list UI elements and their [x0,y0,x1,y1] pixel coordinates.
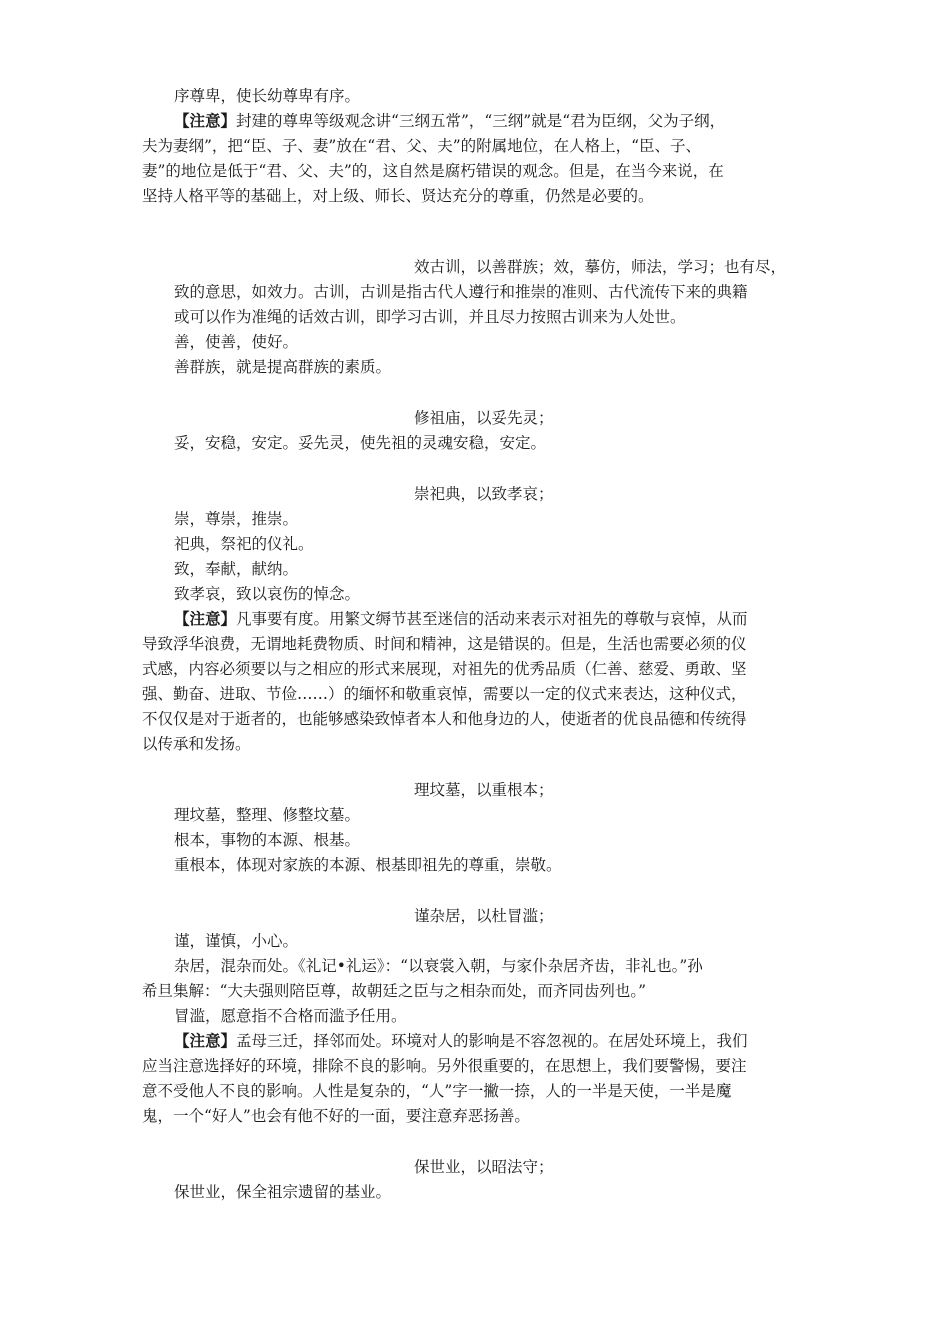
note-label: 【注意】 [174,1031,237,1050]
verse-heading: 修祖庙，以妥先灵； [414,409,554,427]
text-line: 致孝哀，致以哀伤的悼念。 [174,585,361,603]
verse-heading: 谨杂居，以杜冒滥； [414,907,554,925]
text-line: 重根本，体现对家族的本源、根基即祖先的尊重，崇敬。 [174,856,562,874]
text-line: 或可以作为准绳的话效古训，即学习古训，并且尽力按照古训来为人处世。 [174,308,686,326]
text-line: 谨，谨慎，小心。 [174,932,299,950]
text-line: 理坟墓，整理、修整坟墓。 [174,806,361,824]
note-label: 【注意】 [174,609,237,628]
text-line: 封建的尊卑等级观念讲“三纲五常”，“三纲”就是“君为臣纲，父为子纲， [236,112,726,130]
text-line: 意不受他人不良的影响。人性是复杂的，“人”字一撇一捺，人的一半是天使，一半是魔 [142,1082,732,1100]
verse-heading: 崇祀典，以致孝哀； [414,485,554,503]
text-line: 孟母三迁，择邻而处。环境对人的影响是不容忽视的。在居处环境上，我们 [236,1032,748,1050]
text-line: 以传承和发扬。 [142,735,251,753]
text-line: 应当注意选择好的环境，排除不良的影响。另外很重要的，在思想上，我们要警惕，要注 [142,1057,747,1075]
text-line: 序尊卑，使长幼尊卑有序。 [174,87,361,105]
text-line: 善，使善，使好。 [174,333,299,351]
text-line: 鬼，一个“好人”也会有他不好的一面，要注意弃恶扬善。 [142,1107,530,1125]
text-line: 凡事要有度。用繁文缛节甚至迷信的活动来表示对祖先的尊敬与哀悼，从而 [236,610,748,628]
note-paragraph-line [174,1030,748,1052]
verse-heading: 效古训，以善群族；效，摹仿，师法，学习；也有尽， [414,258,787,276]
text-line: 导致浮华浪费，无谓地耗费物质、时间和精神，这是错误的。但是，生活也需要必须的仪 [142,635,747,653]
text-line: 根本，事物的本源、根基。 [174,831,361,849]
text-line: 冒滥，愿意指不合格而滥予任用。 [174,1007,407,1025]
text-line: 式感，内容必须要以与之相应的形式来展现，对祖先的优秀品质（仁善、慈爱、勇敢、坚 [142,660,747,678]
verse-heading: 理坟墓，以重根本； [414,781,554,799]
text-line: 善群族，就是提高群族的素质。 [174,358,392,376]
text-line: 致，奉献，献纳。 [174,560,299,578]
text-line: 祀典，祭祀的仪礼。 [174,535,314,553]
text-line: 妥，安稳，安定。妥先灵，使先祖的灵魂安稳，安定。 [174,434,547,452]
text-line: 希旦集解：“大夫强则陪臣尊，故朝廷之臣与之相杂而处，而齐同齿列也。” [142,982,647,1000]
text-line: 致的意思，如效力。古训，古训是指古代人遵行和推崇的准则、古代流传下来的典籍 [174,283,748,301]
text-line: 坚持人格平等的基础上，对上级、师长、贤达充分的尊重，仍然是必要的。 [142,187,654,205]
note-paragraph-line [174,110,725,132]
text-line: 保世业，保全祖宗遗留的基业。 [174,1183,392,1201]
text-line: 杂居，混杂而处。《礼记•礼运》：“以衰裳入朝，与家仆杂居齐齿，非礼也。”孙 [174,957,703,975]
text-line: 强、勤奋、进取、节俭……）的缅怀和敬重哀悼，需要以一定的仪式来表达，这种仪式， [142,685,747,703]
text-line: 妻”的地位是低于“君、父、夫”的，这自然是腐朽错误的观念。但是，在当今来说，在 [142,162,724,180]
text-line: 夫为妻纲”，把“臣、子、妻”放在“君、父、夫”的附属地位，在人格上，“臣、子、 [142,137,702,155]
note-label: 【注意】 [174,111,237,130]
note-paragraph-line [174,608,748,630]
text-line: 不仅仅是对于逝者的，也能够感染致悼者本人和他身边的人，使逝者的优良品德和传统得 [142,710,747,728]
text-line: 崇，尊崇，推崇。 [174,510,299,528]
verse-heading: 保世业，以昭法守； [414,1158,554,1176]
